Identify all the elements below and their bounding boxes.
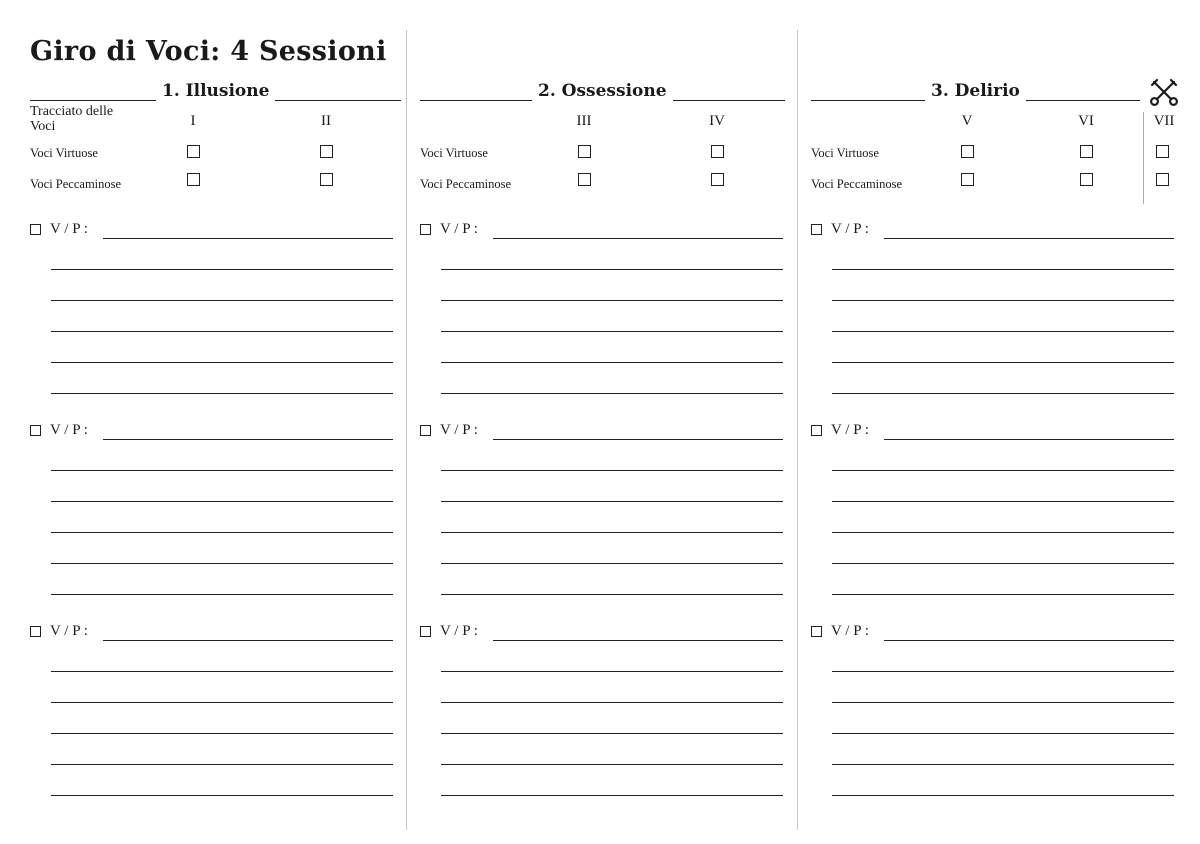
entry-title-line[interactable]: [103, 238, 393, 239]
writing-line[interactable]: [51, 594, 393, 595]
session-column-2: [420, 0, 783, 844]
writing-line[interactable]: [441, 733, 783, 734]
writing-line[interactable]: [832, 702, 1174, 703]
entry-header: [30, 623, 393, 643]
entry-header: [420, 422, 783, 442]
entry-title-line[interactable]: [103, 439, 393, 440]
entry-prefix: V / P :: [50, 422, 88, 438]
sinful-voices-label: Voci Peccaminose: [811, 177, 903, 191]
writing-line[interactable]: [441, 764, 783, 765]
writing-line[interactable]: [441, 362, 783, 363]
crossed-keys-icon: [1148, 76, 1180, 108]
entry-header: [30, 221, 393, 241]
entry-title-line[interactable]: [493, 640, 783, 641]
writing-line[interactable]: [832, 733, 1174, 734]
entry-prefix: V / P :: [831, 623, 869, 639]
session-numeral: III: [576, 113, 592, 129]
writing-line[interactable]: [832, 563, 1174, 564]
writing-line[interactable]: [832, 269, 1174, 270]
virtuous-checkbox[interactable]: [711, 145, 724, 158]
writing-line[interactable]: [441, 501, 783, 502]
tracker-label: Tracciato delle Voci: [30, 104, 114, 134]
session-numeral: II: [321, 113, 331, 129]
writing-line[interactable]: [832, 501, 1174, 502]
entry-header: [811, 221, 1174, 241]
virtuous-checkbox[interactable]: [187, 145, 200, 158]
sinful-checkbox[interactable]: [1080, 173, 1093, 186]
sinful-checkbox[interactable]: [1156, 173, 1169, 186]
entry-checkbox[interactable]: [811, 224, 822, 235]
writing-line[interactable]: [51, 764, 393, 765]
session-numeral: V: [961, 113, 973, 129]
writing-line[interactable]: [441, 594, 783, 595]
writing-line[interactable]: [441, 702, 783, 703]
session-title: 3. Delirio: [931, 81, 1020, 101]
writing-line[interactable]: [832, 331, 1174, 332]
page-title: Giro di Voci: 4 Sessioni: [30, 36, 387, 67]
sinful-checkbox[interactable]: [961, 173, 974, 186]
virtuous-checkbox[interactable]: [1080, 145, 1093, 158]
sinful-voices-label: Voci Peccaminose: [30, 177, 122, 191]
sinful-checkbox[interactable]: [711, 173, 724, 186]
entry-checkbox[interactable]: [811, 626, 822, 637]
writing-line[interactable]: [832, 362, 1174, 363]
session-numeral: VII: [1153, 113, 1175, 129]
session-column-3: [811, 0, 1174, 844]
entry-prefix: V / P :: [440, 422, 478, 438]
entry-prefix: V / P :: [440, 623, 478, 639]
entry-checkbox[interactable]: [30, 224, 41, 235]
session-heading: [30, 78, 401, 102]
writing-line[interactable]: [51, 563, 393, 564]
writing-line[interactable]: [441, 393, 783, 394]
writing-line[interactable]: [51, 300, 393, 301]
virtuous-voices-label: Voci Virtuose: [420, 146, 488, 160]
writing-line[interactable]: [832, 393, 1174, 394]
entry-prefix: V / P :: [50, 221, 88, 237]
entry-title-line[interactable]: [884, 640, 1174, 641]
entry-prefix: V / P :: [50, 623, 88, 639]
writing-line[interactable]: [51, 795, 393, 796]
session-title: 2. Ossessione: [538, 81, 667, 101]
virtuous-checkbox[interactable]: [578, 145, 591, 158]
entry-title-line[interactable]: [493, 238, 783, 239]
writing-line[interactable]: [441, 671, 783, 672]
session-column-1: [30, 0, 393, 844]
writing-line[interactable]: [51, 702, 393, 703]
column-divider: [406, 30, 407, 830]
writing-line[interactable]: [832, 764, 1174, 765]
virtuous-checkbox[interactable]: [320, 145, 333, 158]
writing-line[interactable]: [51, 501, 393, 502]
writing-line[interactable]: [441, 532, 783, 533]
column-divider: [797, 30, 798, 830]
writing-line[interactable]: [51, 393, 393, 394]
entry-prefix: V / P :: [831, 221, 869, 237]
entry-checkbox[interactable]: [420, 224, 431, 235]
session-heading: [420, 78, 785, 102]
session-numeral: VI: [1078, 113, 1094, 129]
writing-line[interactable]: [51, 269, 393, 270]
entry-title-line[interactable]: [103, 640, 393, 641]
entry-header: [811, 623, 1174, 643]
writing-line[interactable]: [441, 269, 783, 270]
entry-title-line[interactable]: [493, 439, 783, 440]
session-numeral: IV: [709, 113, 725, 129]
writing-line[interactable]: [441, 563, 783, 564]
writing-line[interactable]: [832, 532, 1174, 533]
writing-line[interactable]: [832, 300, 1174, 301]
sinful-checkbox[interactable]: [578, 173, 591, 186]
virtuous-checkbox[interactable]: [961, 145, 974, 158]
entry-title-line[interactable]: [884, 439, 1174, 440]
writing-line[interactable]: [51, 671, 393, 672]
writing-line[interactable]: [832, 594, 1174, 595]
entry-header: [420, 221, 783, 241]
session-heading: [811, 78, 1140, 102]
writing-line[interactable]: [51, 362, 393, 363]
writing-line[interactable]: [441, 331, 783, 332]
sinful-checkbox[interactable]: [187, 173, 200, 186]
writing-line[interactable]: [51, 733, 393, 734]
entry-header: [811, 422, 1174, 442]
writing-line[interactable]: [441, 470, 783, 471]
sinful-voices-label: Voci Peccaminose: [420, 177, 512, 191]
virtuous-voices-label: Voci Virtuose: [30, 146, 98, 160]
session-numeral: I: [190, 113, 196, 129]
writing-line[interactable]: [832, 470, 1174, 471]
writing-line[interactable]: [832, 795, 1174, 796]
session-title: 1. Illusione: [162, 81, 270, 101]
entry-header: [420, 623, 783, 643]
virtuous-checkbox[interactable]: [1156, 145, 1169, 158]
writing-line[interactable]: [51, 470, 393, 471]
sinful-checkbox[interactable]: [320, 173, 333, 186]
entry-checkbox[interactable]: [811, 425, 822, 436]
entry-header: [30, 422, 393, 442]
writing-line[interactable]: [51, 331, 393, 332]
writing-line[interactable]: [441, 300, 783, 301]
writing-line[interactable]: [441, 795, 783, 796]
virtuous-voices-label: Voci Virtuose: [811, 146, 879, 160]
entry-title-line[interactable]: [884, 238, 1174, 239]
writing-line[interactable]: [832, 671, 1174, 672]
entry-checkbox[interactable]: [30, 626, 41, 637]
writing-line[interactable]: [51, 532, 393, 533]
bonus-column-divider: [1143, 112, 1144, 204]
entry-checkbox[interactable]: [420, 425, 431, 436]
entry-checkbox[interactable]: [420, 626, 431, 637]
entry-checkbox[interactable]: [30, 425, 41, 436]
entry-prefix: V / P :: [440, 221, 478, 237]
entry-prefix: V / P :: [831, 422, 869, 438]
